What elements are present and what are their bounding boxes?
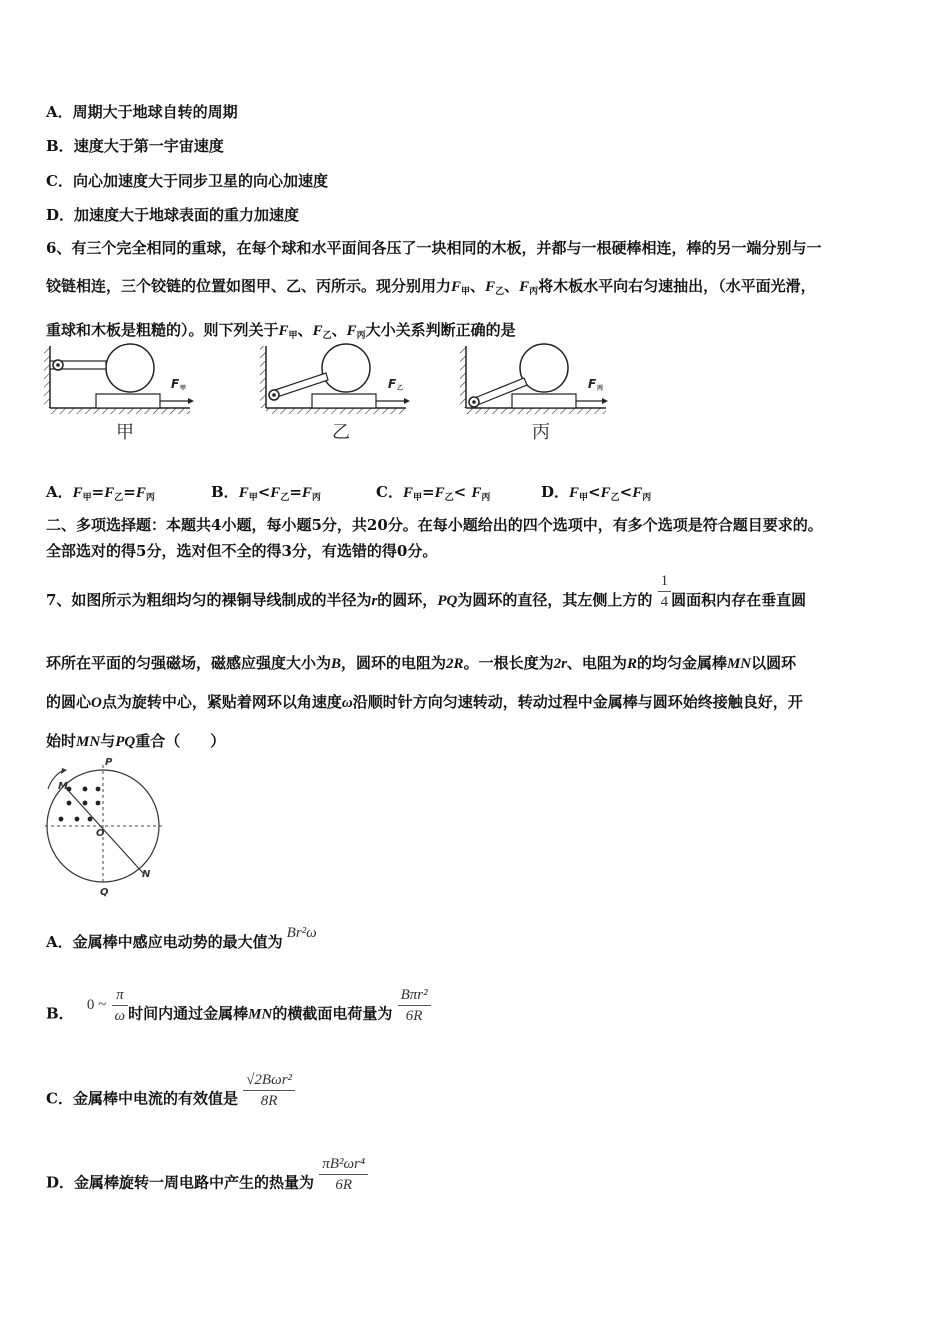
q7-quarter-fraction: $\frac{1}{4}$ xyxy=(658,571,672,612)
q5-option-d: D．加速度大于地球表面的重力加速度 xyxy=(46,206,300,224)
figure-label-jia: 甲 xyxy=(116,422,134,443)
label-o: O xyxy=(96,828,105,839)
svg-text:丙: 丙 xyxy=(597,385,604,392)
q7-option-b: B． 0 ~ $\frac{\pi}{\omega}$ 时间内通过金属棒MN的横截面电荷量为 $\frac{\text{Bπr²}}{6R}$ xyxy=(46,1003,431,1026)
figure-jia xyxy=(44,344,194,443)
q6-option-a: A．$F_甲=F_乙=F_丙$ xyxy=(46,483,155,503)
q6-stem: 6、有三个完全相同的重球，在每个球和水平面间各压了一块相同的木板，并都与一根硬棒相连，棒的另一端分别与一 铰链相连，三个铰链的位置如图甲、乙、丙所示。现分别用力$F_甲$、$F_乙$、$F_丙$将木板水平向右匀速抽出，（水平面光滑， 重球和木板是粗糙的）。则下列关于$F_甲$、$F_乙$、$F_丙$大小关系判断正确的是 xyxy=(46,239,822,341)
q7-stem-body: 环所在平面的匀强磁场，磁感应强度大小为B，圆环的电阻为2R。一根长度为2r、电阻为R的均匀金属棒MN以圆环 的圆心O点为旋转中心，紧贴着网环以角速度ω沿顺时针方向匀速转动，转动过程中金属棒与圆环始终接触良好，开 始时MN与PQ重合（ ） xyxy=(46,654,803,750)
q6-figures xyxy=(40,340,620,450)
q7-option-c: C．金属棒中电流的有效值是 $\frac{\text{√2Bωr²}}{8R}$ xyxy=(46,1088,295,1111)
svg-text:F: F xyxy=(388,377,397,391)
figure-label-yi: 乙 xyxy=(332,422,350,443)
figure-yi xyxy=(260,344,410,443)
q7-ring-figure xyxy=(40,755,170,897)
svg-text:乙: 乙 xyxy=(397,385,404,392)
label-n: N xyxy=(142,869,151,880)
q5-option-a: A．周期大于地球自转的周期 xyxy=(46,103,238,121)
svg-text:F: F xyxy=(171,377,180,391)
q7-line1: 7、如图所示为粗细均匀的裸铜导线制成的半径为r的圆环，PQ为圆环的直径，其左侧上方的 $\frac{1}{4}$ 圆面积内存在垂直圆 xyxy=(46,572,807,610)
q5-option-c: C．向心加速度大于同步卫星的向心加速度 xyxy=(46,172,328,190)
figure-bing xyxy=(460,344,608,443)
q6-option-c: C．$F_甲=F_乙< F_丙$ xyxy=(376,483,491,503)
section2-heading: 二、多项选择题：本题共4小题，每小题5分，共20分。在每小题给出的四个选项中，有多个选项是符合题目要求的。 全部选对的得5分，选对但不全的得3分，有选错的得0分。 xyxy=(46,516,823,560)
label-q: Q xyxy=(100,887,109,897)
q7-option-a: A．金属棒中感应电动势的最大值为 Br²ω xyxy=(46,925,317,951)
q7-option-d: D．金属棒旋转一周电路中产生的热量为 $\frac{\text{πB²ωr⁴}}{6R}$ xyxy=(46,1172,368,1195)
svg-text:F: F xyxy=(588,377,597,391)
svg-text:甲: 甲 xyxy=(180,385,187,392)
label-p: P xyxy=(105,757,113,768)
label-m: M xyxy=(58,781,68,792)
figure-label-bing: 丙 xyxy=(532,422,550,443)
q5-option-b: B．速度大于第一宇宙速度 xyxy=(46,137,224,155)
q6-option-b: B．$F_甲<F_乙=F_丙$ xyxy=(211,483,321,503)
q6-option-d: D．$F_甲<F_乙<F_丙$ xyxy=(541,483,652,503)
